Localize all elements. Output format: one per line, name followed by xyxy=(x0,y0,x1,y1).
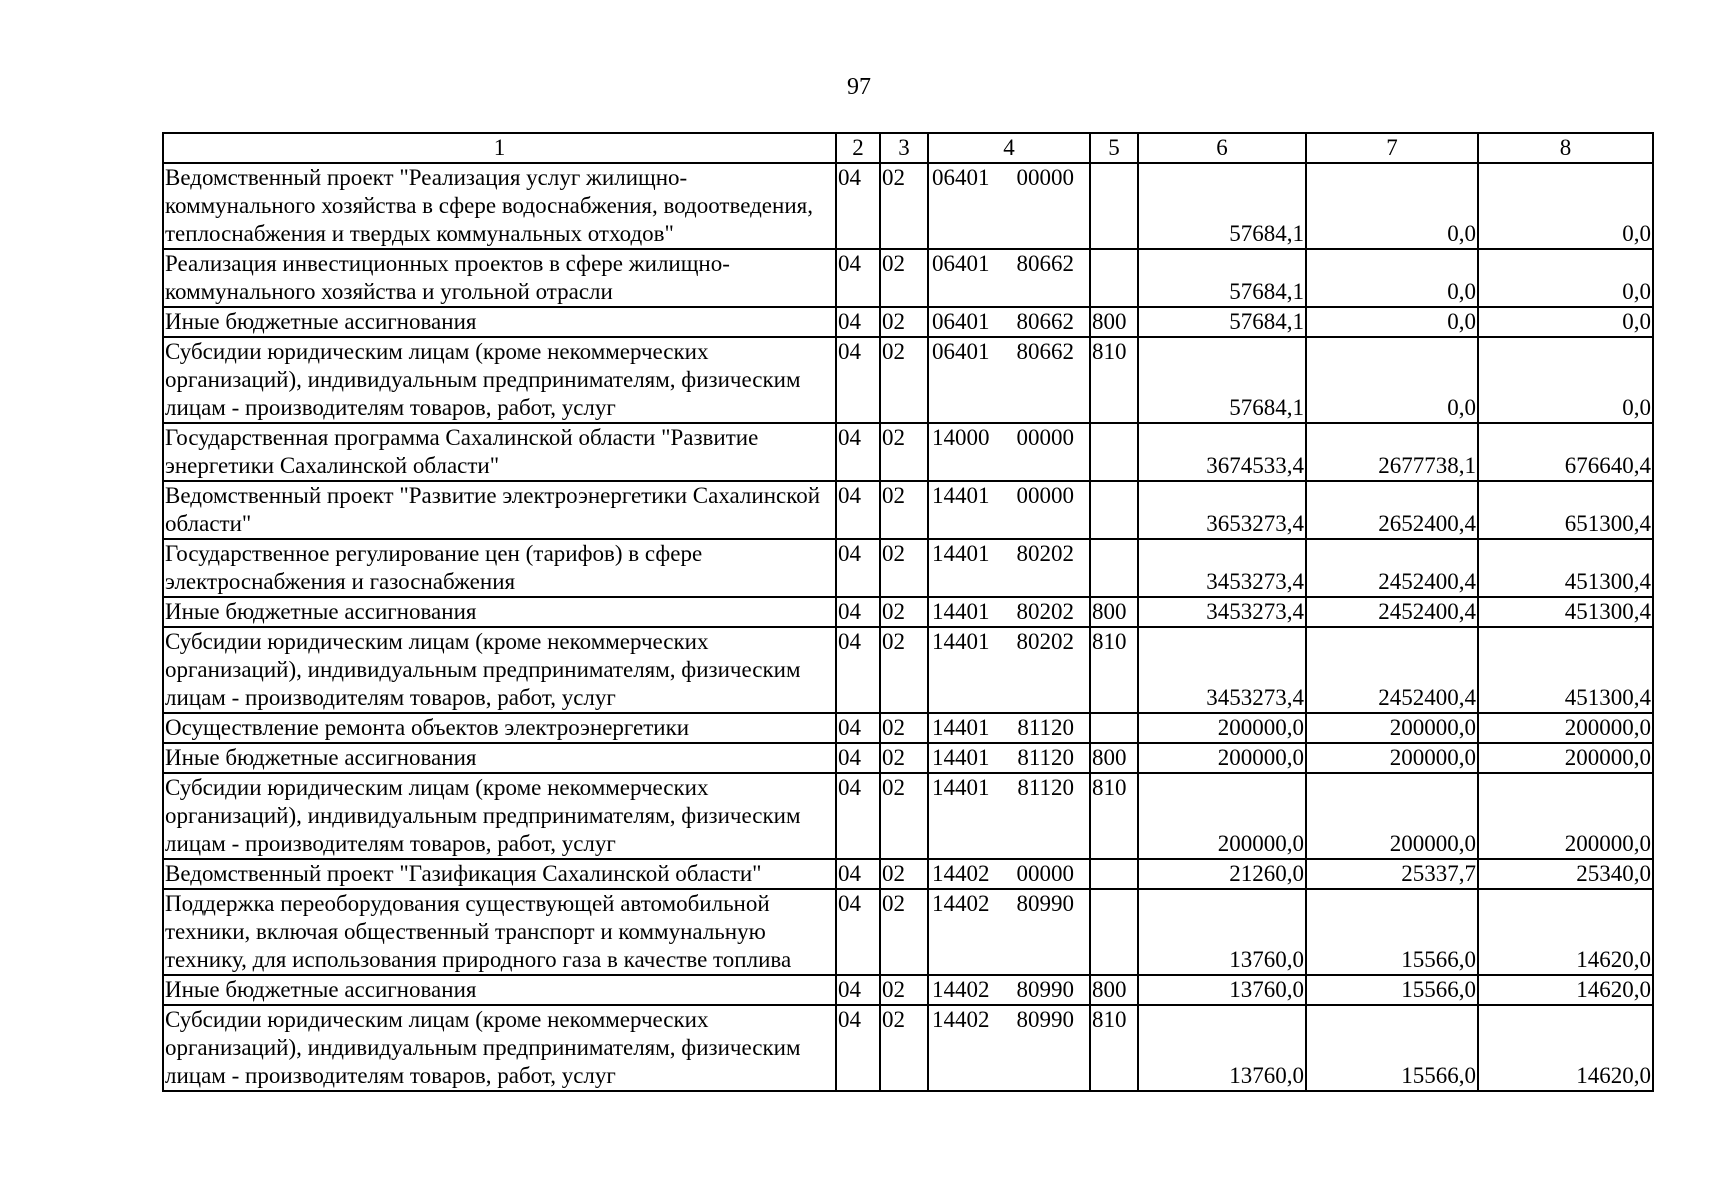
target-article-code xyxy=(928,481,1090,539)
target-article-direction: 00000 xyxy=(1016,425,1074,450)
table-row xyxy=(163,713,1653,743)
section-code: 04 xyxy=(836,539,880,597)
section-code: 04 xyxy=(836,423,880,481)
header-cell: 1 xyxy=(163,133,836,163)
amount-col-6: 3453273,4 xyxy=(1138,597,1306,627)
subsection-code: 02 xyxy=(880,597,928,627)
header-cell: 7 xyxy=(1306,133,1478,163)
target-article-code xyxy=(928,539,1090,597)
amount-col-6: 3674533,4 xyxy=(1138,423,1306,481)
table-row xyxy=(163,307,1653,337)
expense-type-code: 800 xyxy=(1090,743,1138,773)
expense-type-code xyxy=(1090,859,1138,889)
target-article-program: 06401 xyxy=(932,339,990,364)
amount-col-6: 57684,1 xyxy=(1138,307,1306,337)
amount-col-7: 25337,7 xyxy=(1306,859,1478,889)
target-article-direction: 80202 xyxy=(1016,541,1074,566)
target-article-code xyxy=(928,307,1090,337)
subsection-code: 02 xyxy=(880,859,928,889)
table-row xyxy=(163,889,1653,975)
target-article-code xyxy=(928,975,1090,1005)
subsection-code: 02 xyxy=(880,889,928,975)
subsection-code: 02 xyxy=(880,481,928,539)
target-article-program: 14401 xyxy=(932,483,990,508)
target-article-program: 14401 xyxy=(932,715,990,740)
target-article-program: 14401 xyxy=(932,629,990,654)
amount-col-6: 21260,0 xyxy=(1138,859,1306,889)
amount-col-8: 14620,0 xyxy=(1478,889,1653,975)
subsection-code: 02 xyxy=(880,713,928,743)
subsection-code: 02 xyxy=(880,423,928,481)
target-article-program: 14401 xyxy=(932,775,990,800)
header-cell: 3 xyxy=(880,133,928,163)
table-row xyxy=(163,1005,1653,1091)
target-article-code xyxy=(928,713,1090,743)
amount-col-6: 3453273,4 xyxy=(1138,539,1306,597)
expense-type-code: 810 xyxy=(1090,627,1138,713)
amount-col-8: 200000,0 xyxy=(1478,743,1653,773)
target-article-program: 06401 xyxy=(932,251,990,276)
target-article-direction: 80662 xyxy=(1016,309,1074,334)
target-article-program: 14000 xyxy=(932,425,990,450)
subsection-code: 02 xyxy=(880,249,928,307)
section-code: 04 xyxy=(836,743,880,773)
target-article-direction: 80662 xyxy=(1016,251,1074,276)
row-name: Ведомственный проект "Реализация услуг жилищно-коммунального хозяйства в сфере водоснабжения, водоотведения, теплоснабжения и твердых коммунальных отходов" xyxy=(163,163,836,249)
subsection-code: 02 xyxy=(880,1005,928,1091)
expense-type-code: 810 xyxy=(1090,337,1138,423)
expense-type-code xyxy=(1090,423,1138,481)
table-row xyxy=(163,597,1653,627)
amount-col-8: 14620,0 xyxy=(1478,975,1653,1005)
target-article-direction: 00000 xyxy=(1016,861,1074,886)
amount-col-8: 0,0 xyxy=(1478,307,1653,337)
table-row xyxy=(163,539,1653,597)
amount-col-6: 13760,0 xyxy=(1138,889,1306,975)
target-article-program: 06401 xyxy=(932,309,990,334)
header-cell: 6 xyxy=(1138,133,1306,163)
target-article-program: 14401 xyxy=(932,541,990,566)
target-article-code xyxy=(928,249,1090,307)
amount-col-7: 2652400,4 xyxy=(1306,481,1478,539)
expense-type-code: 810 xyxy=(1090,773,1138,859)
row-name: Ведомственный проект "Развитие электроэнергетики Сахалинской области" xyxy=(163,481,836,539)
page-number: 97 xyxy=(847,74,871,100)
header-cell: 8 xyxy=(1478,133,1653,163)
section-code: 04 xyxy=(836,1005,880,1091)
target-article-program: 06401 xyxy=(932,165,990,190)
expense-type-code: 800 xyxy=(1090,307,1138,337)
subsection-code: 02 xyxy=(880,337,928,423)
amount-col-8: 14620,0 xyxy=(1478,1005,1653,1091)
target-article-program: 14402 xyxy=(932,861,990,886)
subsection-code: 02 xyxy=(880,307,928,337)
amount-col-6: 57684,1 xyxy=(1138,337,1306,423)
expense-type-code xyxy=(1090,713,1138,743)
table-row xyxy=(163,337,1653,423)
target-article-program: 14401 xyxy=(932,599,990,624)
amount-col-6: 200000,0 xyxy=(1138,743,1306,773)
expense-type-code xyxy=(1090,249,1138,307)
amount-col-6: 200000,0 xyxy=(1138,773,1306,859)
expense-type-code xyxy=(1090,163,1138,249)
expense-type-code: 800 xyxy=(1090,597,1138,627)
target-article-direction: 80202 xyxy=(1016,629,1074,654)
amount-col-8: 200000,0 xyxy=(1478,713,1653,743)
budget-table xyxy=(162,132,1654,1092)
row-name: Осуществление ремонта объектов электроэнергетики xyxy=(163,713,836,743)
target-article-direction: 80202 xyxy=(1016,599,1074,624)
amount-col-6: 13760,0 xyxy=(1138,975,1306,1005)
table-row xyxy=(163,975,1653,1005)
row-name: Иные бюджетные ассигнования xyxy=(163,597,836,627)
target-article-code xyxy=(928,889,1090,975)
amount-col-8: 451300,4 xyxy=(1478,539,1653,597)
row-name: Иные бюджетные ассигнования xyxy=(163,743,836,773)
row-name: Государственная программа Сахалинской области "Развитие энергетики Сахалинской области" xyxy=(163,423,836,481)
header-cell: 4 xyxy=(928,133,1090,163)
amount-col-7: 15566,0 xyxy=(1306,975,1478,1005)
amount-col-6: 57684,1 xyxy=(1138,163,1306,249)
amount-col-7: 200000,0 xyxy=(1306,713,1478,743)
expense-type-code: 800 xyxy=(1090,975,1138,1005)
expense-type-code xyxy=(1090,481,1138,539)
target-article-code xyxy=(928,337,1090,423)
amount-col-8: 676640,4 xyxy=(1478,423,1653,481)
target-article-code xyxy=(928,627,1090,713)
table-row xyxy=(163,859,1653,889)
row-name: Поддержка переоборудования существующей автомобильной техники, включая общественный транспорт и коммунальную технику, для использования природного газа в качестве топлива xyxy=(163,889,836,975)
amount-col-8: 200000,0 xyxy=(1478,773,1653,859)
subsection-code: 02 xyxy=(880,743,928,773)
row-name: Субсидии юридическим лицам (кроме некоммерческих организаций), индивидуальным предпринимателям, физическим лицам - производителям товаров, работ, услуг xyxy=(163,627,836,713)
table-row xyxy=(163,627,1653,713)
target-article-code xyxy=(928,163,1090,249)
section-code: 04 xyxy=(836,307,880,337)
target-article-code xyxy=(928,423,1090,481)
section-code: 04 xyxy=(836,713,880,743)
section-code: 04 xyxy=(836,481,880,539)
amount-col-8: 0,0 xyxy=(1478,337,1653,423)
section-code: 04 xyxy=(836,975,880,1005)
table-row xyxy=(163,163,1653,249)
section-code: 04 xyxy=(836,627,880,713)
subsection-code: 02 xyxy=(880,975,928,1005)
subsection-code: 02 xyxy=(880,163,928,249)
amount-col-7: 200000,0 xyxy=(1306,773,1478,859)
expense-type-code: 810 xyxy=(1090,1005,1138,1091)
target-article-direction: 81120 xyxy=(1017,745,1074,770)
target-article-direction: 80990 xyxy=(1016,891,1074,916)
amount-col-8: 0,0 xyxy=(1478,163,1653,249)
target-article-direction: 81120 xyxy=(1017,715,1074,740)
target-article-direction: 00000 xyxy=(1016,165,1074,190)
target-article-code xyxy=(928,597,1090,627)
section-code: 04 xyxy=(836,859,880,889)
header-cell: 5 xyxy=(1090,133,1138,163)
amount-col-6: 57684,1 xyxy=(1138,249,1306,307)
row-name: Реализация инвестиционных проектов в сфере жилищно-коммунального хозяйства и угольной отрасли xyxy=(163,249,836,307)
row-name: Ведомственный проект "Газификация Сахалинской области" xyxy=(163,859,836,889)
target-article-direction: 80990 xyxy=(1016,977,1074,1002)
section-code: 04 xyxy=(836,163,880,249)
row-name: Государственное регулирование цен (тарифов) в сфере электроснабжения и газоснабжения xyxy=(163,539,836,597)
row-name: Субсидии юридическим лицам (кроме некоммерческих организаций), индивидуальным предпринимателям, физическим лицам - производителям товаров, работ, услуг xyxy=(163,337,836,423)
target-article-code xyxy=(928,859,1090,889)
header-cell: 2 xyxy=(836,133,880,163)
target-article-program: 14402 xyxy=(932,891,990,916)
amount-col-7: 15566,0 xyxy=(1306,1005,1478,1091)
table-row xyxy=(163,743,1653,773)
amount-col-6: 200000,0 xyxy=(1138,713,1306,743)
amount-col-8: 0,0 xyxy=(1478,249,1653,307)
row-name: Субсидии юридическим лицам (кроме некоммерческих организаций), индивидуальным предпринимателям, физическим лицам - производителям товаров, работ, услуг xyxy=(163,773,836,859)
amount-col-8: 451300,4 xyxy=(1478,627,1653,713)
table-row xyxy=(163,249,1653,307)
amount-col-8: 651300,4 xyxy=(1478,481,1653,539)
target-article-program: 14401 xyxy=(932,745,990,770)
header-row xyxy=(163,133,1653,163)
expense-type-code xyxy=(1090,539,1138,597)
amount-col-7: 0,0 xyxy=(1306,337,1478,423)
section-code: 04 xyxy=(836,337,880,423)
row-name: Субсидии юридическим лицам (кроме некоммерческих организаций), индивидуальным предпринимателям, физическим лицам - производителям товаров, работ, услуг xyxy=(163,1005,836,1091)
amount-col-7: 15566,0 xyxy=(1306,889,1478,975)
row-name: Иные бюджетные ассигнования xyxy=(163,975,836,1005)
target-article-direction: 00000 xyxy=(1016,483,1074,508)
section-code: 04 xyxy=(836,889,880,975)
target-article-direction: 80662 xyxy=(1016,339,1074,364)
expense-type-code xyxy=(1090,889,1138,975)
row-name: Иные бюджетные ассигнования xyxy=(163,307,836,337)
amount-col-6: 3453273,4 xyxy=(1138,627,1306,713)
subsection-code: 02 xyxy=(880,539,928,597)
target-article-code xyxy=(928,743,1090,773)
target-article-code xyxy=(928,1005,1090,1091)
target-article-program: 14402 xyxy=(932,1007,990,1032)
table-row xyxy=(163,773,1653,859)
target-article-direction: 81120 xyxy=(1017,775,1074,800)
amount-col-7: 2452400,4 xyxy=(1306,627,1478,713)
amount-col-7: 200000,0 xyxy=(1306,743,1478,773)
amount-col-8: 25340,0 xyxy=(1478,859,1653,889)
subsection-code: 02 xyxy=(880,627,928,713)
target-article-code xyxy=(928,773,1090,859)
section-code: 04 xyxy=(836,773,880,859)
target-article-direction: 80990 xyxy=(1016,1007,1074,1032)
amount-col-7: 0,0 xyxy=(1306,163,1478,249)
amount-col-7: 2677738,1 xyxy=(1306,423,1478,481)
amount-col-7: 0,0 xyxy=(1306,249,1478,307)
table-row xyxy=(163,423,1653,481)
amount-col-6: 13760,0 xyxy=(1138,1005,1306,1091)
table-row xyxy=(163,481,1653,539)
section-code: 04 xyxy=(836,597,880,627)
subsection-code: 02 xyxy=(880,773,928,859)
amount-col-7: 0,0 xyxy=(1306,307,1478,337)
section-code: 04 xyxy=(836,249,880,307)
amount-col-6: 3653273,4 xyxy=(1138,481,1306,539)
target-article-program: 14402 xyxy=(932,977,990,1002)
amount-col-7: 2452400,4 xyxy=(1306,597,1478,627)
amount-col-8: 451300,4 xyxy=(1478,597,1653,627)
amount-col-7: 2452400,4 xyxy=(1306,539,1478,597)
